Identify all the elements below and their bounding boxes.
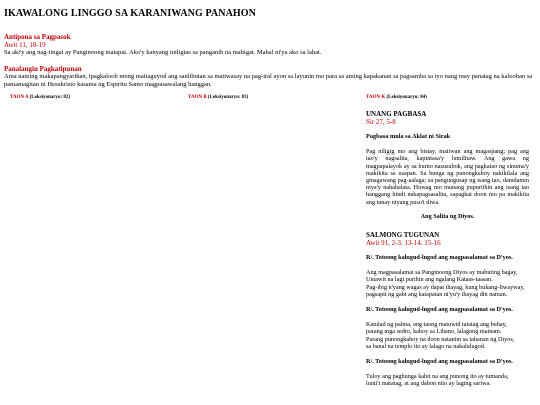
tab-taon-b-name: TAON B <box>188 95 207 100</box>
tab-taon-b-lectionary: (Leksiyonaryo: 83) <box>207 95 249 100</box>
tab-taon-b[interactable] <box>188 95 248 100</box>
antipona-section <box>4 33 534 57</box>
tab-taon-k-lectionary: (Leksiyonaryo: 84) <box>386 95 427 100</box>
antipona-heading: Antipona sa Pagpasok <box>4 33 71 41</box>
psalm-response: R/. Totoong kalugud-lugod ang magpasalamat sa D'yos. <box>366 306 513 314</box>
verse-line: Parang punongkahoy na doon natanim sa tahanan ng Diyos, <box>366 335 515 343</box>
verse-line: pagsapit ng gabi ang katapatan ni'yu'y ihayag din naman. <box>366 290 508 298</box>
verse-line: lunti't matatag, at ang dahon nito ay laging sariwa. <box>366 380 491 388</box>
antipona-reference: Awit 11, 18-19 <box>4 41 46 49</box>
reading-closing: Ang Salita ng Diyos. <box>420 212 475 220</box>
tab-taon-a-lectionary: (Leksiyonaryo: 82) <box>29 95 71 100</box>
tab-taon-a[interactable] <box>10 95 70 100</box>
reading-reference: Sir 27, 5-8 <box>366 118 396 126</box>
reading-heading: UNANG PAGBASA <box>366 110 427 118</box>
verse-line: Umawit na lagi purihin ang ngalang Kataas-taasan. <box>366 276 493 284</box>
antipona-text: Sa aki'y ang nag-iingat ay Panginoong matapat. Ako'y kanyang iniligtas sa panganib na mabigat. Mahal ni'ya ako sa lahat. <box>4 49 322 56</box>
psalm-response: R/. Totoong kalugud-lugod ang magpasalamat sa D'yos. <box>366 254 513 262</box>
page-title: IKAWALONG LINGGO SA KARANIWANG PANAHON <box>4 8 256 19</box>
psalm-response: R/. Totoong kalugud-lugod ang magpasalamat sa D'yos. <box>366 358 513 366</box>
tab-taon-a-name: TAON A <box>10 95 29 100</box>
panalangin-heading: Panalangin Pagkatipunan <box>4 65 82 73</box>
panalangin-section <box>4 65 534 89</box>
verse-line: Ang magpasalamat sa Panginoong Diyos ay mabuting bagay, <box>366 269 518 277</box>
taon-k-column <box>366 110 529 396</box>
verse-line: parang mga sedro, kahoy sa Libano, lalagong mainam. <box>366 328 502 336</box>
verse-line: Katulad ng palma, ang taong matuwid tatatag ang buhay, <box>366 321 507 329</box>
psalm-reference: Awit 91, 2-3. 13-14. 15-16 <box>366 239 441 248</box>
psalm-heading: SALMONG TUGUNAN <box>366 231 440 240</box>
tab-taon-k-name: TAON K <box>366 95 386 100</box>
verse-line: sa banal na templo ito ay lalago na nakalulugod. <box>366 342 486 350</box>
reading-text: Pag niligig mo ang bistay, maiiwan ang magaspang; pag ang tao'y nagsalita, kapintasa'y lumilitaw. Ang gawa ng magpapalayok ay sa hurno nasusubok, ang pagkatao ng sinuma'y makikita sa usapan. Sa bunga ng punongkahoy nakikilala ang ginagawang pag-aalaga; sa pangungusap ng isang tao, damdamin niya'y nahahalata. Huwag mo munang pupuriihin ang isang tao hanggang hindi nakapagsasalita, sapagkat doon mo pa makikita ang tunay niyang puso't diwa. <box>366 148 529 206</box>
tab-taon-k[interactable] <box>366 95 427 100</box>
psalm-verse-1 <box>366 269 529 298</box>
reading-subtitle: Pagbasa mula sa Aklat ni Sirak <box>366 133 451 140</box>
psalm-verse-2 <box>366 321 529 350</box>
psalm-verse-3 <box>366 373 529 387</box>
verse-line: Pag-ibig n'yang wagas ay dapat ihayag, kung bukang-liwayway, <box>366 283 525 291</box>
panalangin-text: Ama naming makapangyarihan, ipagkaloob mong maitaguyod ang sanlibutan sa matiwasay na pag-iral ayon sa layunin mo para sa aming kapakanan sa pagsamba sa iyo nang may panatag na kalooban sa pamamagitan ni Hesukristo kasama ng Espiritu Santo magpasawalang hanggan. <box>4 73 533 88</box>
verse-line: Tuloy ang pagbunga kahit na ang punong ito ay tumanda, <box>366 373 509 381</box>
